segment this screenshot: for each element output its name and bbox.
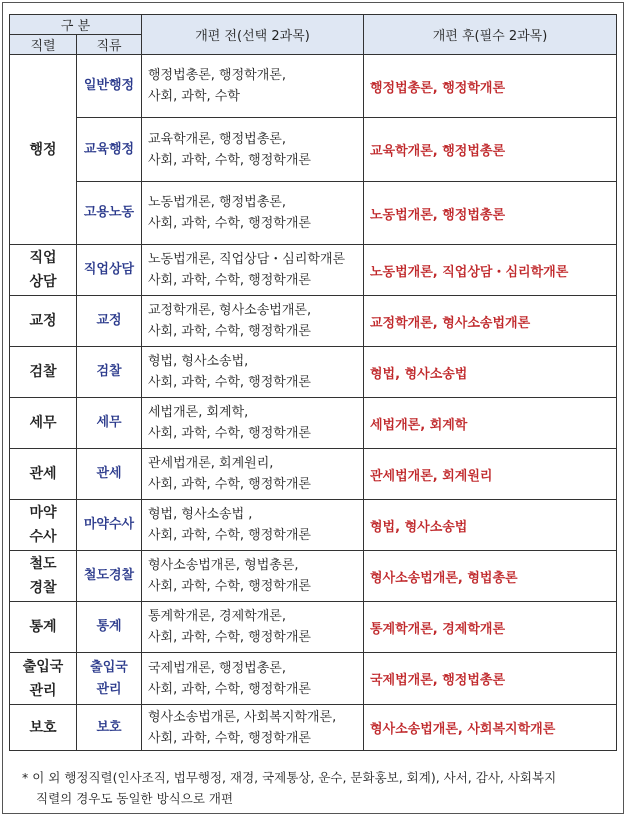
job-cell: 교육행정 [77,118,142,182]
after-subjects: 교육학개론, 행정법총론 [364,118,617,182]
after-subjects: 교정학개론, 형사소송법개론 [364,296,617,347]
after-subjects: 노동법개론, 행정법총론 [364,182,617,245]
before-subjects [142,245,364,296]
before-line: 노동법개론, 직업상담・심리학개론 [148,252,346,267]
footnote-line-1: * 이 외 행정직렬(인사조직, 법무행정, 재경, 국제통상, 운수, 문화홍보, 회계), 사서, 감사, 사회복지 [22,770,557,785]
before-line: 사회, 과학, 수학, 행정학개론 [148,579,311,594]
table-row [10,55,617,118]
before-subjects [142,653,364,705]
before-line: 교정학개론, 형사소송법개론, [148,303,312,318]
before-subjects [142,705,364,751]
after-subjects: 형사소송법개론, 사회복지학개론 [364,705,617,751]
job-cell: 보호 [77,705,142,751]
table-row [10,296,617,347]
series-cell: 출입국 관리 [10,653,77,705]
job-cell: 마약수사 [77,500,142,551]
before-line: 사회, 과학, 수학, 행정학개론 [148,273,311,288]
job-cell: 철도경찰 [77,551,142,602]
before-line: 관세법개론, 회계원리, [148,456,274,471]
before-subjects [142,55,364,118]
after-subjects: 형법, 형사소송법 [364,347,617,398]
job-cell: 교정 [77,296,142,347]
before-subjects [142,347,364,398]
after-subjects: 국제법개론, 행정법총론 [364,653,617,705]
header-category: 구 분 [10,15,142,35]
exam-subject-table [9,14,617,751]
before-line: 사회, 과학, 수학, 행정학개론 [148,152,311,168]
table-row [10,653,617,705]
before-line: 사회, 과학, 수학, 행정학개론 [148,630,311,645]
before-line: 세법개론, 회계학, [148,405,249,420]
before-subjects [142,296,364,347]
series-cell: 행정 [10,55,77,245]
after-subjects: 형법, 형사소송법 [364,500,617,551]
header-job: 직류 [77,35,142,55]
job-cell: 일반행정 [77,55,142,118]
series-cell: 철도 경찰 [10,551,77,602]
before-line: 사회, 과학, 수학, 행정학개론 [148,375,311,390]
header-before: 개편 전(선택 2과목) [142,15,364,55]
series-cell: 세무 [10,398,77,449]
before-subjects [142,602,364,653]
job-cell: 세무 [77,398,142,449]
before-line: 노동법개론, 행정법총론, [148,195,286,210]
before-line: 사회, 과학, 수학, 행정학개론 [148,528,311,543]
before-line: 형사소송법개론, 사회복지학개론, [148,709,337,725]
table-row [10,245,617,296]
series-cell: 마약 수사 [10,500,77,551]
header-series: 직렬 [10,35,77,55]
before-line: 사회, 과학, 수학, 행정학개론 [148,681,311,697]
job-cell: 검찰 [77,347,142,398]
before-line: 사회, 과학, 수학, 행정학개론 [148,216,311,231]
before-line: 사회, 과학, 수학, 행정학개론 [148,324,311,339]
after-subjects: 노동법개론, 직업상담・심리학개론 [364,245,617,296]
before-subjects [142,118,364,182]
before-subjects [142,551,364,602]
before-line: 행정법총론, 행정학개론, [148,68,286,83]
job-cell: 관세 [77,449,142,500]
after-subjects: 통계학개론, 경제학개론 [364,602,617,653]
header-after: 개편 후(필수 2과목) [364,15,617,55]
before-line: 사회, 과학, 수학, 행정학개론 [148,426,311,441]
table-row [10,500,617,551]
before-line: 교육학개론, 행정법총론, [148,131,286,147]
table-row [10,118,617,182]
job-cell: 출입국 관리 [77,653,142,705]
after-subjects: 형사소송법개론, 형법총론 [364,551,617,602]
job-cell: 고용노동 [77,182,142,245]
footnote [22,767,618,809]
before-subjects [142,449,364,500]
before-line: 형법, 형사소송법 , [148,507,253,522]
table-row [10,602,617,653]
before-line: 사회, 과학, 수학, 행정학개론 [148,730,311,746]
before-line: 사회, 과학, 수학 [148,89,240,104]
before-subjects [142,398,364,449]
series-cell: 검찰 [10,347,77,398]
table-row [10,705,617,751]
before-line: 형법, 형사소송법, [148,354,249,369]
table-row [10,347,617,398]
before-line: 통계학개론, 경제학개론, [148,609,286,624]
job-cell: 통계 [77,602,142,653]
table-row [10,551,617,602]
job-cell: 직업상담 [77,245,142,296]
after-subjects: 행정법총론, 행정학개론 [364,55,617,118]
series-cell: 직업 상담 [10,245,77,296]
before-line: 사회, 과학, 수학, 행정학개론 [148,477,311,492]
before-subjects [142,500,364,551]
after-subjects: 관세법개론, 회계원리 [364,449,617,500]
series-cell: 관세 [10,449,77,500]
series-cell: 통계 [10,602,77,653]
table-row [10,449,617,500]
table-row [10,182,617,245]
series-cell: 보호 [10,705,77,751]
series-cell: 교정 [10,296,77,347]
before-subjects [142,182,364,245]
after-subjects: 세법개론, 회계학 [364,398,617,449]
before-line: 형사소송법개론, 형법총론, [148,558,299,573]
footnote-line-2: 직렬의 경우도 동일한 방식으로 개편 [36,791,234,806]
table-row [10,398,617,449]
before-line: 국제법개론, 행정법총론, [148,660,286,676]
